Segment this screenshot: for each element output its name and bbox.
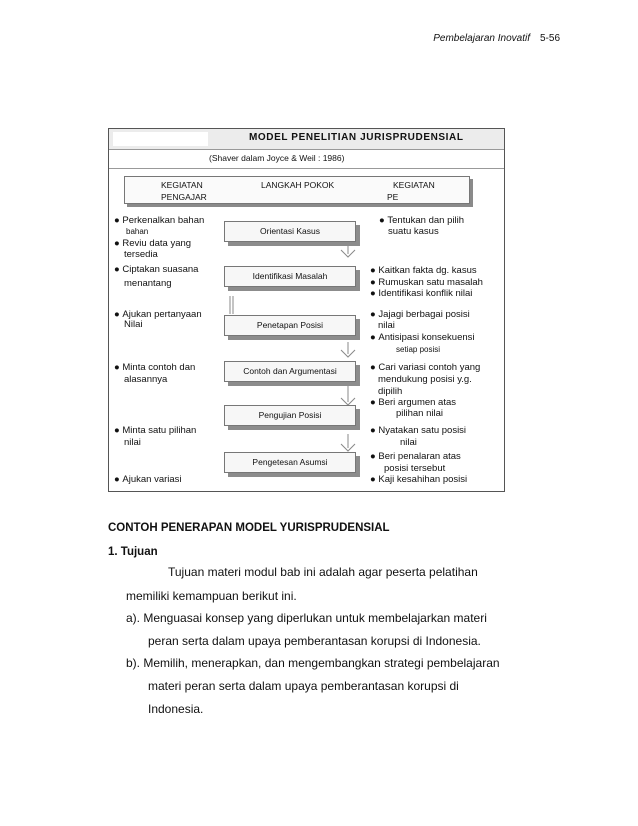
connector-3 — [341, 342, 355, 357]
left-item: ● Minta satu pilihan — [114, 425, 197, 436]
diagram-source: (Shaver dalam Joyce & Weil : 1986) — [209, 153, 345, 163]
right-item-cont: dipilih — [378, 386, 403, 397]
item-b-line-3: Indonesia. — [148, 702, 204, 716]
right-item: ● Tentukan dan pilih — [379, 215, 464, 226]
right-item: ● Identifikasi konflik nilai — [370, 288, 473, 299]
diagram-source-bar — [109, 150, 504, 169]
left-item: ● Ajukan pertanyaan — [114, 309, 202, 320]
right-item: ● Kaitkan fakta dg. kasus — [370, 265, 477, 276]
diagram-title: MODEL PENELITIAN JURISPRUDENSIAL — [249, 132, 464, 143]
left-item: ● Ajukan variasi — [114, 474, 182, 485]
header-left-line2: PENGAJAR — [161, 192, 207, 202]
item-b-line-1: b). Memilih, menerapkan, dan mengembangkan strategi pembelajaran — [126, 656, 500, 670]
right-item: ● Nyatakan satu posisi — [370, 425, 467, 436]
right-item-cont: pilihan nilai — [396, 408, 444, 419]
connector-5 — [341, 434, 355, 451]
step-box-6: Pengetesan Asumsi — [224, 452, 356, 473]
right-item: ● Beri argumen atas — [370, 397, 457, 408]
step-box-2: Identifikasi Masalah — [224, 266, 356, 287]
right-item: ● Kaji kesahihan posisi — [370, 474, 468, 485]
header-right-line1: KEGIATAN — [393, 180, 435, 190]
intro-line-1: Tujuan materi modul bab ini adalah agar peserta pelatihan — [168, 565, 478, 579]
left-item: ● Ciptakan suasana — [114, 264, 199, 275]
item-a-line-2: peran serta dalam upaya pemberantasan korupsi di Indonesia. — [148, 634, 481, 648]
left-item-cont: alasannya — [124, 374, 168, 385]
step-box-3: Penetapan Posisi — [224, 315, 356, 336]
title-bar-blank — [113, 132, 208, 146]
connector-1 — [341, 243, 355, 257]
right-item: ● Rumuskan satu masalah — [370, 277, 483, 288]
left-item: ● Perkenalkan bahan — [114, 215, 205, 226]
right-item: ● Beri penalaran atas — [370, 451, 461, 462]
right-item-cont: nilai — [400, 437, 417, 448]
left-item: ● Minta contoh dan — [114, 362, 196, 373]
intro-line-2: memiliki kemampuan berikut ini. — [126, 589, 297, 603]
item-b-line-2: materi peran serta dalam upaya pemberantasan korupsi di — [148, 679, 459, 693]
left-item-cont: Nilai — [124, 319, 143, 330]
right-item-cont: setiap posisi — [396, 345, 441, 354]
left-item-cont: menantang — [124, 278, 172, 289]
right-item-cont: mendukung posisi y.g. — [378, 374, 472, 385]
step-box-4: Contoh dan Argumentasi — [224, 361, 356, 382]
left-item-cont: bahan — [126, 227, 149, 236]
item-a-line-1: a). Menguasai konsep yang diperlukan untuk membelajarkan materi — [126, 611, 487, 625]
right-item-cont: posisi tersebut — [384, 463, 446, 474]
header-left-line1: KEGIATAN — [161, 180, 203, 190]
running-header — [0, 33, 560, 44]
header-right-line2: PE — [387, 192, 399, 202]
right-item: ● Cari variasi contoh yang — [370, 362, 481, 373]
right-item: ● Antisipasi konsekuensi — [370, 332, 475, 343]
section-heading: CONTOH PENERAPAN MODEL YURISPRUDENSIAL — [108, 522, 390, 534]
connector-2 — [230, 296, 233, 314]
step-box-1: Orientasi Kasus — [224, 221, 356, 242]
page-number: 5-56 — [539, 33, 560, 44]
step-box-5: Pengujian Posisi — [224, 405, 356, 426]
connector-4 — [341, 386, 355, 405]
right-item: ● Jajagi berbagai posisi — [370, 309, 470, 320]
left-item-cont: tersedia — [124, 249, 158, 260]
section-subheading: 1. Tujuan — [108, 546, 158, 558]
right-item-cont: suatu kasus — [388, 226, 439, 237]
running-title: Pembelajaran Inovatif — [433, 33, 530, 44]
right-item-cont: nilai — [378, 320, 395, 331]
diagram-title-bar — [109, 129, 504, 150]
header-center: LANGKAH POKOK — [261, 180, 335, 190]
left-item-cont: nilai — [124, 437, 141, 448]
left-item: ● Reviu data yang — [114, 238, 192, 249]
